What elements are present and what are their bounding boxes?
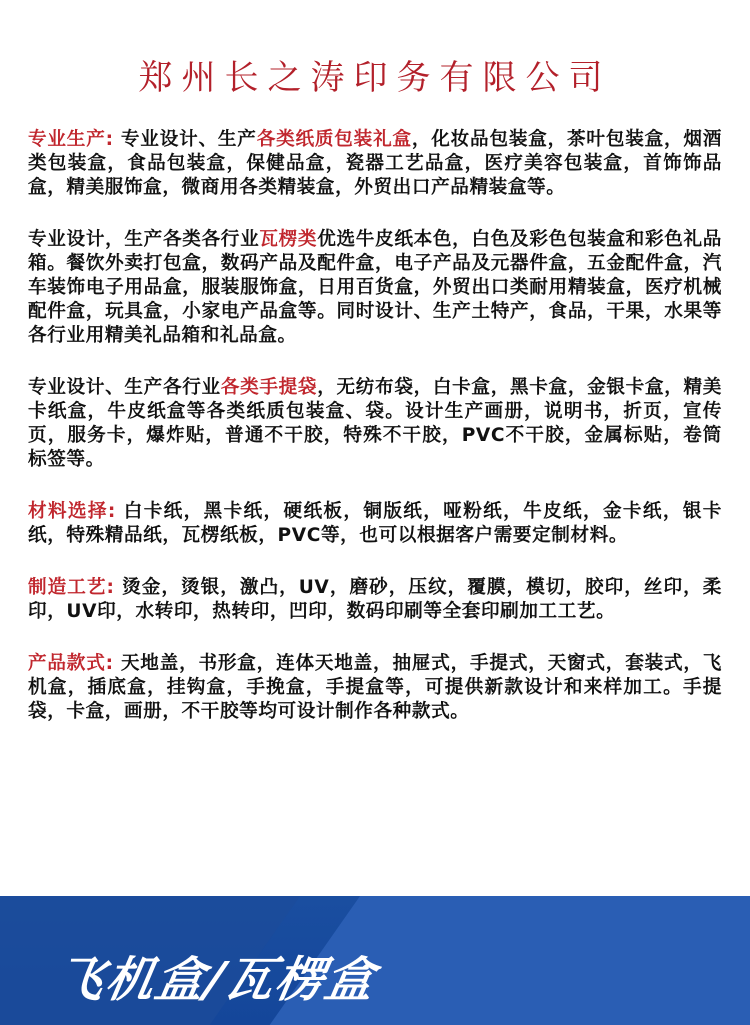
- paragraph-text: 专业设计、生产各行业: [28, 377, 221, 398]
- paragraph-materials: [28, 500, 722, 548]
- paragraph-text: 专业设计、生产: [113, 129, 257, 150]
- paragraph-text: 白卡纸，黑卡纸，硬纸板，铜版纸，哑粉纸，牛皮纸，金卡纸，银卡纸，特殊精品纸，瓦楞纸板，PVC等，也可以根据客户需要定制材料。: [28, 501, 722, 546]
- highlight-text: 各类手提袋: [220, 377, 318, 398]
- category-banner: [0, 896, 750, 1025]
- section-label-production: 专业生产:: [28, 129, 114, 150]
- section-label-styles: 产品款式:: [28, 653, 114, 674]
- paragraph-text: 天地盖，书形盒，连体天地盖，抽屉式，手提式，天窗式，套装式，飞机盒，插底盒，挂钩盒，手挽盒，手提盒等，可提供新款设计和来样加工。手提袋，卡盒，画册，不干胶等均可设计制作各种款式。: [28, 653, 722, 722]
- section-label-process: 制造工艺:: [28, 577, 115, 598]
- paragraph-process: [28, 576, 722, 624]
- paragraph-text: ，无纺布袋，白卡盒，黑卡盒，金银卡盒，精美卡纸盒，牛皮纸盒等各类纸质包装盒、袋。设计生产画册，说明书，折页，宣传页，服务卡，爆炸贴，普通不干胶，特殊不干胶，PVC不干胶，金属标贴，卷筒标签等。: [28, 377, 722, 470]
- highlight-text: 各类纸质包装礼盒: [256, 129, 412, 150]
- paragraph-bags: [28, 376, 722, 472]
- paragraph-styles: [28, 652, 722, 724]
- paragraph-text: 优选牛皮纸本色，白色及彩色包装盒和彩色礼品箱。餐饮外卖打包盒，数码产品及配件盒，电子产品及元器件盒，五金配件盒，汽车装饰电子用品盒，服装服饰盒，日用百货盒，外贸出口类耐用精装盒，医疗机械配件盒，玩具盒，小家电产品盒等。同时设计、生产土特产，食品，干果，水果等各行业用精美礼品箱和礼品盒。: [28, 229, 722, 346]
- highlight-text: 瓦楞类: [259, 229, 318, 250]
- paragraph-text: ，化妆品包装盒，茶叶包装盒，烟酒类包装盒，食品包装盒，保健品盒，瓷器工艺品盒，医疗美容包装盒，首饰饰品盒，精美服饰盒，微商用各类精装盒，外贸出口产品精装盒等。: [28, 129, 722, 198]
- paragraph-production: [28, 128, 722, 200]
- company-title: 郑州长之涛印务有限公司: [138, 58, 612, 98]
- main-content: [28, 128, 722, 752]
- section-label-materials: 材料选择:: [28, 501, 116, 522]
- paragraph-text: 专业设计，生产各类各行业: [28, 229, 260, 250]
- paragraph-text: 烫金，烫银，激凸，UV，磨砂，压纹，覆膜，模切，胶印，丝印，柔印，UV印，水转印，热转印，凹印，数码印刷等全套印刷加工工艺。: [28, 577, 723, 622]
- paragraph-corrugated: [28, 228, 722, 348]
- banner-title: 飞机盒/瓦楞盒: [51, 952, 381, 1008]
